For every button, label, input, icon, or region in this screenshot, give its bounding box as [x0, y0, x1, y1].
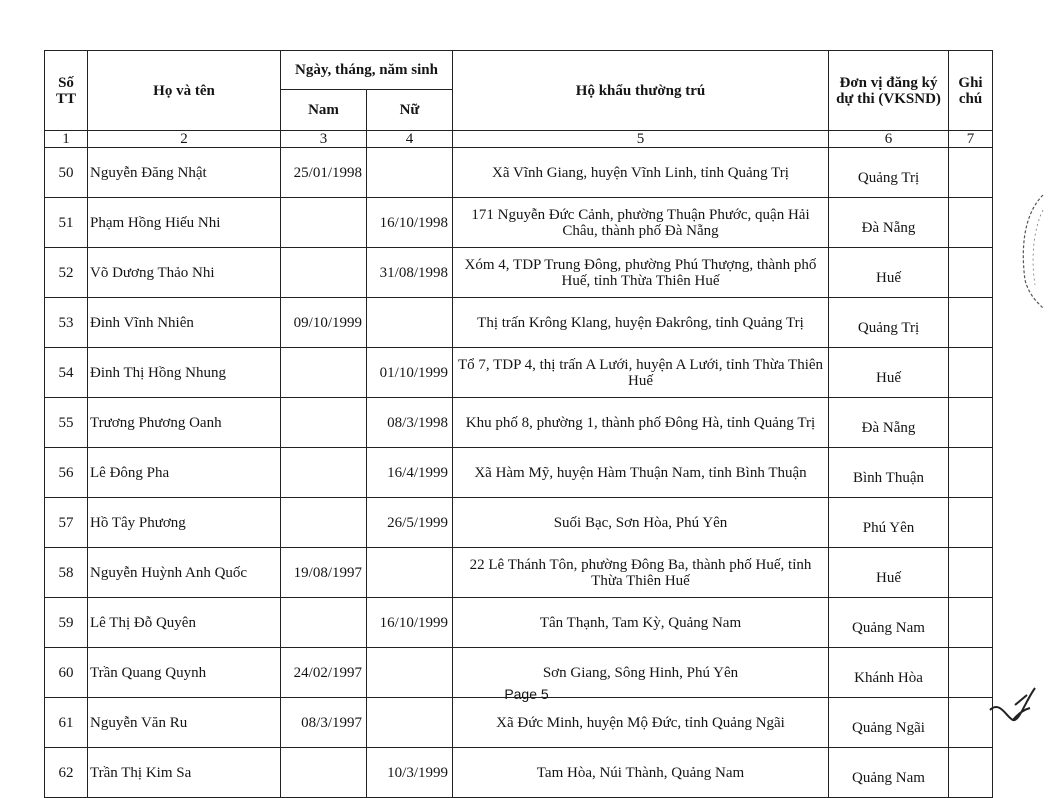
registered-unit: Phú Yên [829, 498, 949, 548]
table-row [45, 248, 993, 298]
note-cell [949, 448, 993, 498]
registered-unit: Bình Thuận [829, 448, 949, 498]
birth-date-male [281, 448, 367, 498]
note-cell [949, 348, 993, 398]
birth-date-female: 16/10/1998 [367, 198, 453, 248]
birth-date-male [281, 248, 367, 298]
permanent-address: Tân Thạnh, Tam Kỳ, Quảng Nam [453, 598, 829, 648]
registered-unit: Quảng Ngãi [829, 698, 949, 748]
candidate-name: Lê Thị Đỗ Quyên [88, 598, 281, 648]
header-male: Nam [281, 90, 367, 131]
header-stt: Số TT [45, 51, 88, 131]
birth-date-female: 01/10/1999 [367, 348, 453, 398]
table-row [45, 448, 993, 498]
candidate-name: Trương Phương Oanh [88, 398, 281, 448]
row-number: 51 [45, 198, 88, 248]
candidate-name: Võ Dương Thảo Nhi [88, 248, 281, 298]
birth-date-male: 09/10/1999 [281, 298, 367, 348]
header-name: Họ và tên [88, 51, 281, 131]
birth-date-male [281, 198, 367, 248]
birth-date-female: 26/5/1999 [367, 498, 453, 548]
column-number: 4 [367, 131, 453, 148]
row-number: 55 [45, 398, 88, 448]
birth-date-female [367, 548, 453, 598]
birth-date-female: 16/4/1999 [367, 448, 453, 498]
row-number: 52 [45, 248, 88, 298]
header-address: Hộ khẩu thường trú [453, 51, 829, 131]
column-number-row [45, 131, 993, 148]
birth-date-female: 16/10/1999 [367, 598, 453, 648]
permanent-address: Tổ 7, TDP 4, thị trấn A Lưới, huyện A Lưới, tỉnh Thừa Thiên Huế [453, 348, 829, 398]
candidate-name: Nguyễn Đăng Nhật [88, 148, 281, 198]
column-number: 6 [829, 131, 949, 148]
row-number: 50 [45, 148, 88, 198]
row-number: 56 [45, 448, 88, 498]
birth-date-male [281, 748, 367, 798]
header-unit: Đơn vị đăng ký dự thi (VKSND) [829, 51, 949, 131]
stamp-edge-mark [1013, 190, 1045, 310]
table-row [45, 398, 993, 448]
note-cell [949, 398, 993, 448]
permanent-address: Khu phố 8, phường 1, thành phố Đông Hà, tỉnh Quảng Trị [453, 398, 829, 448]
permanent-address: Xóm 4, TDP Trung Đông, phường Phú Thượng, thành phố Huế, tỉnh Thừa Thiên Huế [453, 248, 829, 298]
birth-date-female: 08/3/1998 [367, 398, 453, 448]
header-note: Ghi chú [949, 51, 993, 131]
row-number: 60 [45, 648, 88, 698]
permanent-address: Thị trấn Krông Klang, huyện Đakrông, tỉnh Quảng Trị [453, 298, 829, 348]
permanent-address: Sơn Giang, Sông Hinh, Phú Yên [453, 648, 829, 698]
permanent-address: 22 Lê Thánh Tôn, phường Đông Ba, thành phố Huế, tỉnh Thừa Thiên Huế [453, 548, 829, 598]
birth-date-male: 08/3/1997 [281, 698, 367, 748]
candidate-name: Nguyễn Huỳnh Anh Quốc [88, 548, 281, 598]
column-number: 7 [949, 131, 993, 148]
permanent-address: Xã Vĩnh Giang, huyện Vĩnh Linh, tỉnh Quảng Trị [453, 148, 829, 198]
column-number: 3 [281, 131, 367, 148]
row-number: 54 [45, 348, 88, 398]
note-cell [949, 298, 993, 348]
row-number: 58 [45, 548, 88, 598]
row-number: 62 [45, 748, 88, 798]
birth-date-female [367, 698, 453, 748]
registered-unit: Quảng Trị [829, 298, 949, 348]
birth-date-female [367, 148, 453, 198]
note-cell [949, 748, 993, 798]
candidate-name: Hồ Tây Phương [88, 498, 281, 548]
birth-date-male: 19/08/1997 [281, 548, 367, 598]
birth-date-male [281, 398, 367, 448]
column-number: 2 [88, 131, 281, 148]
candidate-name: Phạm Hồng Hiếu Nhi [88, 198, 281, 248]
birth-date-female: 10/3/1999 [367, 748, 453, 798]
candidate-name: Đinh Thị Hồng Nhung [88, 348, 281, 398]
note-cell [949, 198, 993, 248]
registered-unit: Huế [829, 248, 949, 298]
permanent-address: Suối Bạc, Sơn Hòa, Phú Yên [453, 498, 829, 548]
table-row [45, 498, 993, 548]
table-row [45, 748, 993, 798]
row-number: 53 [45, 298, 88, 348]
table-row [45, 148, 993, 198]
table-row [45, 298, 993, 348]
candidate-name: Trần Quang Quynh [88, 648, 281, 698]
candidate-name: Đinh Vĩnh Nhiên [88, 298, 281, 348]
column-number: 5 [453, 131, 829, 148]
permanent-address: Xã Đức Minh, huyện Mộ Đức, tỉnh Quảng Ngãi [453, 698, 829, 748]
row-number: 59 [45, 598, 88, 648]
candidate-name: Nguyễn Văn Ru [88, 698, 281, 748]
birth-date-female: 31/08/1998 [367, 248, 453, 298]
birth-date-male [281, 348, 367, 398]
header-dob: Ngày, tháng, năm sinh [281, 51, 453, 90]
table-row [45, 698, 993, 748]
note-cell [949, 148, 993, 198]
note-cell [949, 598, 993, 648]
birth-date-male: 25/01/1998 [281, 148, 367, 198]
note-cell [949, 248, 993, 298]
birth-date-male [281, 598, 367, 648]
handwritten-initial-mark [985, 680, 1045, 730]
birth-date-male: 24/02/1997 [281, 648, 367, 698]
birth-date-female [367, 298, 453, 348]
birth-date-male [281, 498, 367, 548]
table-row [45, 348, 993, 398]
candidate-name: Trần Thị Kim Sa [88, 748, 281, 798]
registered-unit: Quảng Nam [829, 598, 949, 648]
permanent-address: Tam Hòa, Núi Thành, Quảng Nam [453, 748, 829, 798]
registered-unit: Huế [829, 548, 949, 598]
table-row [45, 598, 993, 648]
page-number: Page 5 [504, 686, 549, 702]
registered-unit: Đà Nẵng [829, 398, 949, 448]
registered-unit: Quảng Trị [829, 148, 949, 198]
table-row [45, 198, 993, 248]
candidate-name: Lê Đông Pha [88, 448, 281, 498]
registered-unit: Huế [829, 348, 949, 398]
row-number: 57 [45, 498, 88, 548]
note-cell [949, 548, 993, 598]
permanent-address: Xã Hàm Mỹ, huyện Hàm Thuận Nam, tỉnh Bình Thuận [453, 448, 829, 498]
registered-unit: Đà Nẵng [829, 198, 949, 248]
header-female: Nữ [367, 90, 453, 131]
column-number: 1 [45, 131, 88, 148]
registered-unit: Khánh Hòa [829, 648, 949, 698]
header-row-top [45, 51, 993, 90]
note-cell [949, 498, 993, 548]
registered-unit: Quảng Nam [829, 748, 949, 798]
permanent-address: 171 Nguyễn Đức Cảnh, phường Thuận Phước, quận Hải Châu, thành phố Đà Nẵng [453, 198, 829, 248]
table-row [45, 548, 993, 598]
row-number: 61 [45, 698, 88, 748]
